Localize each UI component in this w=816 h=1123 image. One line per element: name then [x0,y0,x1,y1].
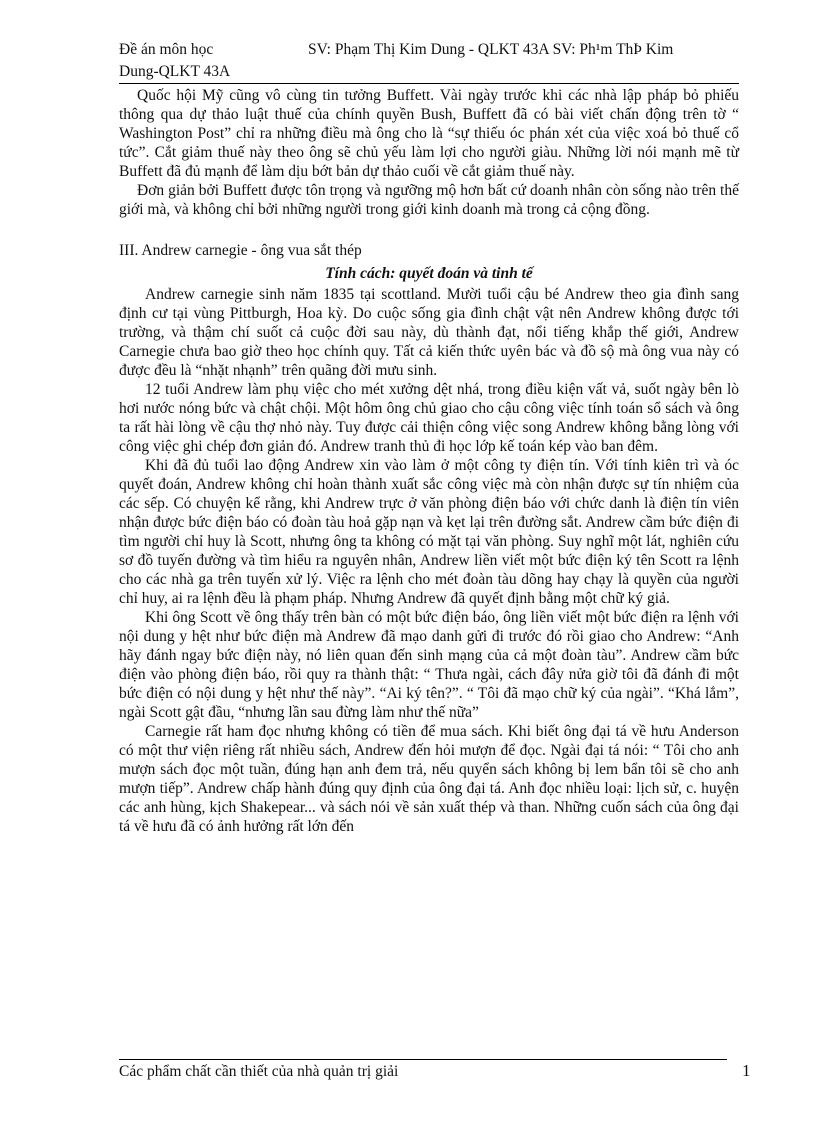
header-course: Đề án môn học [119,41,214,58]
paragraph: Khi đã đủ tuổi lao động Andrew xin vào làm ở một công ty điện tín. Với tính kiên trì và óc quyết đoán, Andrew không chỉ hoàn thành xuất sắc công việc mà còn nhận được sự tín nhiệm của các sếp. Có chuyện kể rằng, khi Andrew trực ở văn phòng điện báo với chức danh là điện tín viên nhận được bức điện báo có đoàn tàu hoả gặp nạn và kẹt lại trên đường sắt. Andrew cầm bức điện đi tìm người chỉ huy là Scott, nhưng ông ta không có mặt tại văn phòng. Suy nghĩ một lát, nghiên cứu sơ đồ tuyến đường và tìm hiểu ra nguyên nhân, Andrew liền viết một bức điện ký tên Scott ra lệnh cho các nhà ga trên tuyến xử lý. Việc ra lệnh cho mét đoàn tàu dõng hay chạy là quyền của người chỉ huy, ai ra lệnh đều là phạm pháp. Nhưng Andrew đã quyết định bằng một chữ ký giả. [119,457,739,607]
header-student: SV: Phạm Thị Kim Dung - QLKT 43A SV: Ph¹m ThÞ Kim [308,41,674,58]
paragraph: Carnegie rất ham đọc nhưng không có tiền để mua sách. Khi biết ông đại tá về hưu Anderson có một thư viện riêng rất nhiều sách, Andrew đến hỏi mượn để đọc. Ngài đại tá nói: “ Tôi cho anh mượn sách đọc một tuần, đúng hạn anh đem trả, nếu quyển sách không bị lem bẩn tôi sẽ cho anh mượn tiếp”. Andrew chấp hành đúng quy định của ông đại tá. Anh đọc nhiều loại: lịch sử, c. huyện các anh hùng, kịch Shakepear... và sách nói về sản xuất thép và than. Những cuốn sách của ông đại tá về hưu đã có ảnh hưởng rất lớn đến [119,723,739,835]
paragraph: Quốc hội Mỹ cũng vô cùng tin tưởng Buffett. Vài ngày trước khi các nhà lập pháp bỏ phiếu thông qua dự thảo luật thuế của chính quyền Bush, Buffett đã có bài viết chấn động trên tờ “ Washington Post” chỉ ra những điều mà ông cho là “sự thiếu óc phán xét của việc xoá bỏ thuế cổ tức”. Cắt giảm thuế này theo ông sẽ chủ yếu làm lợi cho người giàu. Những lời nói mạnh mẽ từ Buffett đã đủ mạnh để làm dịu bớt bản dự thảo cuối về cắt giảm thuế này. [119,87,739,180]
header-class: Dung-QLKT 43A [119,63,231,80]
paragraph: Andrew carnegie sinh năm 1835 tại scottland. Mười tuổi cậu bé Andrew theo gia đình sang định cư tại vùng Pittburgh, Hoa kỳ. Do cuộc sống gia đình chật vật nên Andrew không được tới trường, và thậm chí suốt cả cuộc đời sau này, dù thành đạt, nổi tiếng khắp thế giới, Andrew Carnegie chưa bao giờ theo học chính quy. Tất cả kiến thức uyên bác và đồ sộ mà ông vua này có được đều là “nhặt nhạnh” trên quãng đời mưu sinh. [119,286,739,379]
footer-rule [119,1059,727,1060]
paragraph: Khi ông Scott về ông thấy trên bàn có một bức điện báo, ông liền viết một bức điện ra lệnh với nội dung y hệt như bức điện mà Andrew đã mạo danh gửi đi trước đó rồi giao cho Andrew: “Anh hãy đánh ngay bức điện này, nó liên quan đến sinh mạng của cả một đoàn tàu”. Andrew cầm bức điện vào phòng điện báo, rồi quy ra thành thật: “ Thưa ngài, cách đây nửa giờ tôi đã đánh đi một bức điện có nội dung y hệt như thế này”. “Ai ký tên?”. “ Tôi đã mạo chữ ký của ngài”. “Khá lắm”, ngài Scott gật đầu, “nhưng lần sau đừng làm như thế nữa” [119,609,739,721]
header-rule [119,83,739,84]
section-heading: III. Andrew carnegie - ông vua sắt thép [119,242,362,259]
paragraph: 12 tuổi Andrew làm phụ việc cho mét xưởng dệt nhá, trong điều kiện vất vả, suốt ngày bên lò hơi nước nóng bức và chật chội. Một hôm ông chủ giao cho cậu công việc tính toán sổ sách và ông ta rất hài lòng về cậu thợ nhỏ này. Tuy được cải thiện công việc song Andrew không bằng lòng với công việc ghi chép đơn giản đó. Andrew tranh thủ đi học lớp kế toán kép vào ban đêm. [119,381,739,455]
footer-title: Các phẩm chất cần thiết của nhà quản trị giải [119,1063,399,1080]
section-subtitle: Tính cách: quyết đoán và tinh tế [325,265,533,282]
document-body [119,86,739,836]
page-number: 1 [742,1061,751,1080]
paragraph: Đơn giản bởi Buffett được tôn trọng và ngưỡng mộ hơn bất cứ doanh nhân còn sống nào trên thế giới mà, và không chỉ bởi những người trong giới kinh doanh mà trong cả cộng đồng. [119,182,739,218]
